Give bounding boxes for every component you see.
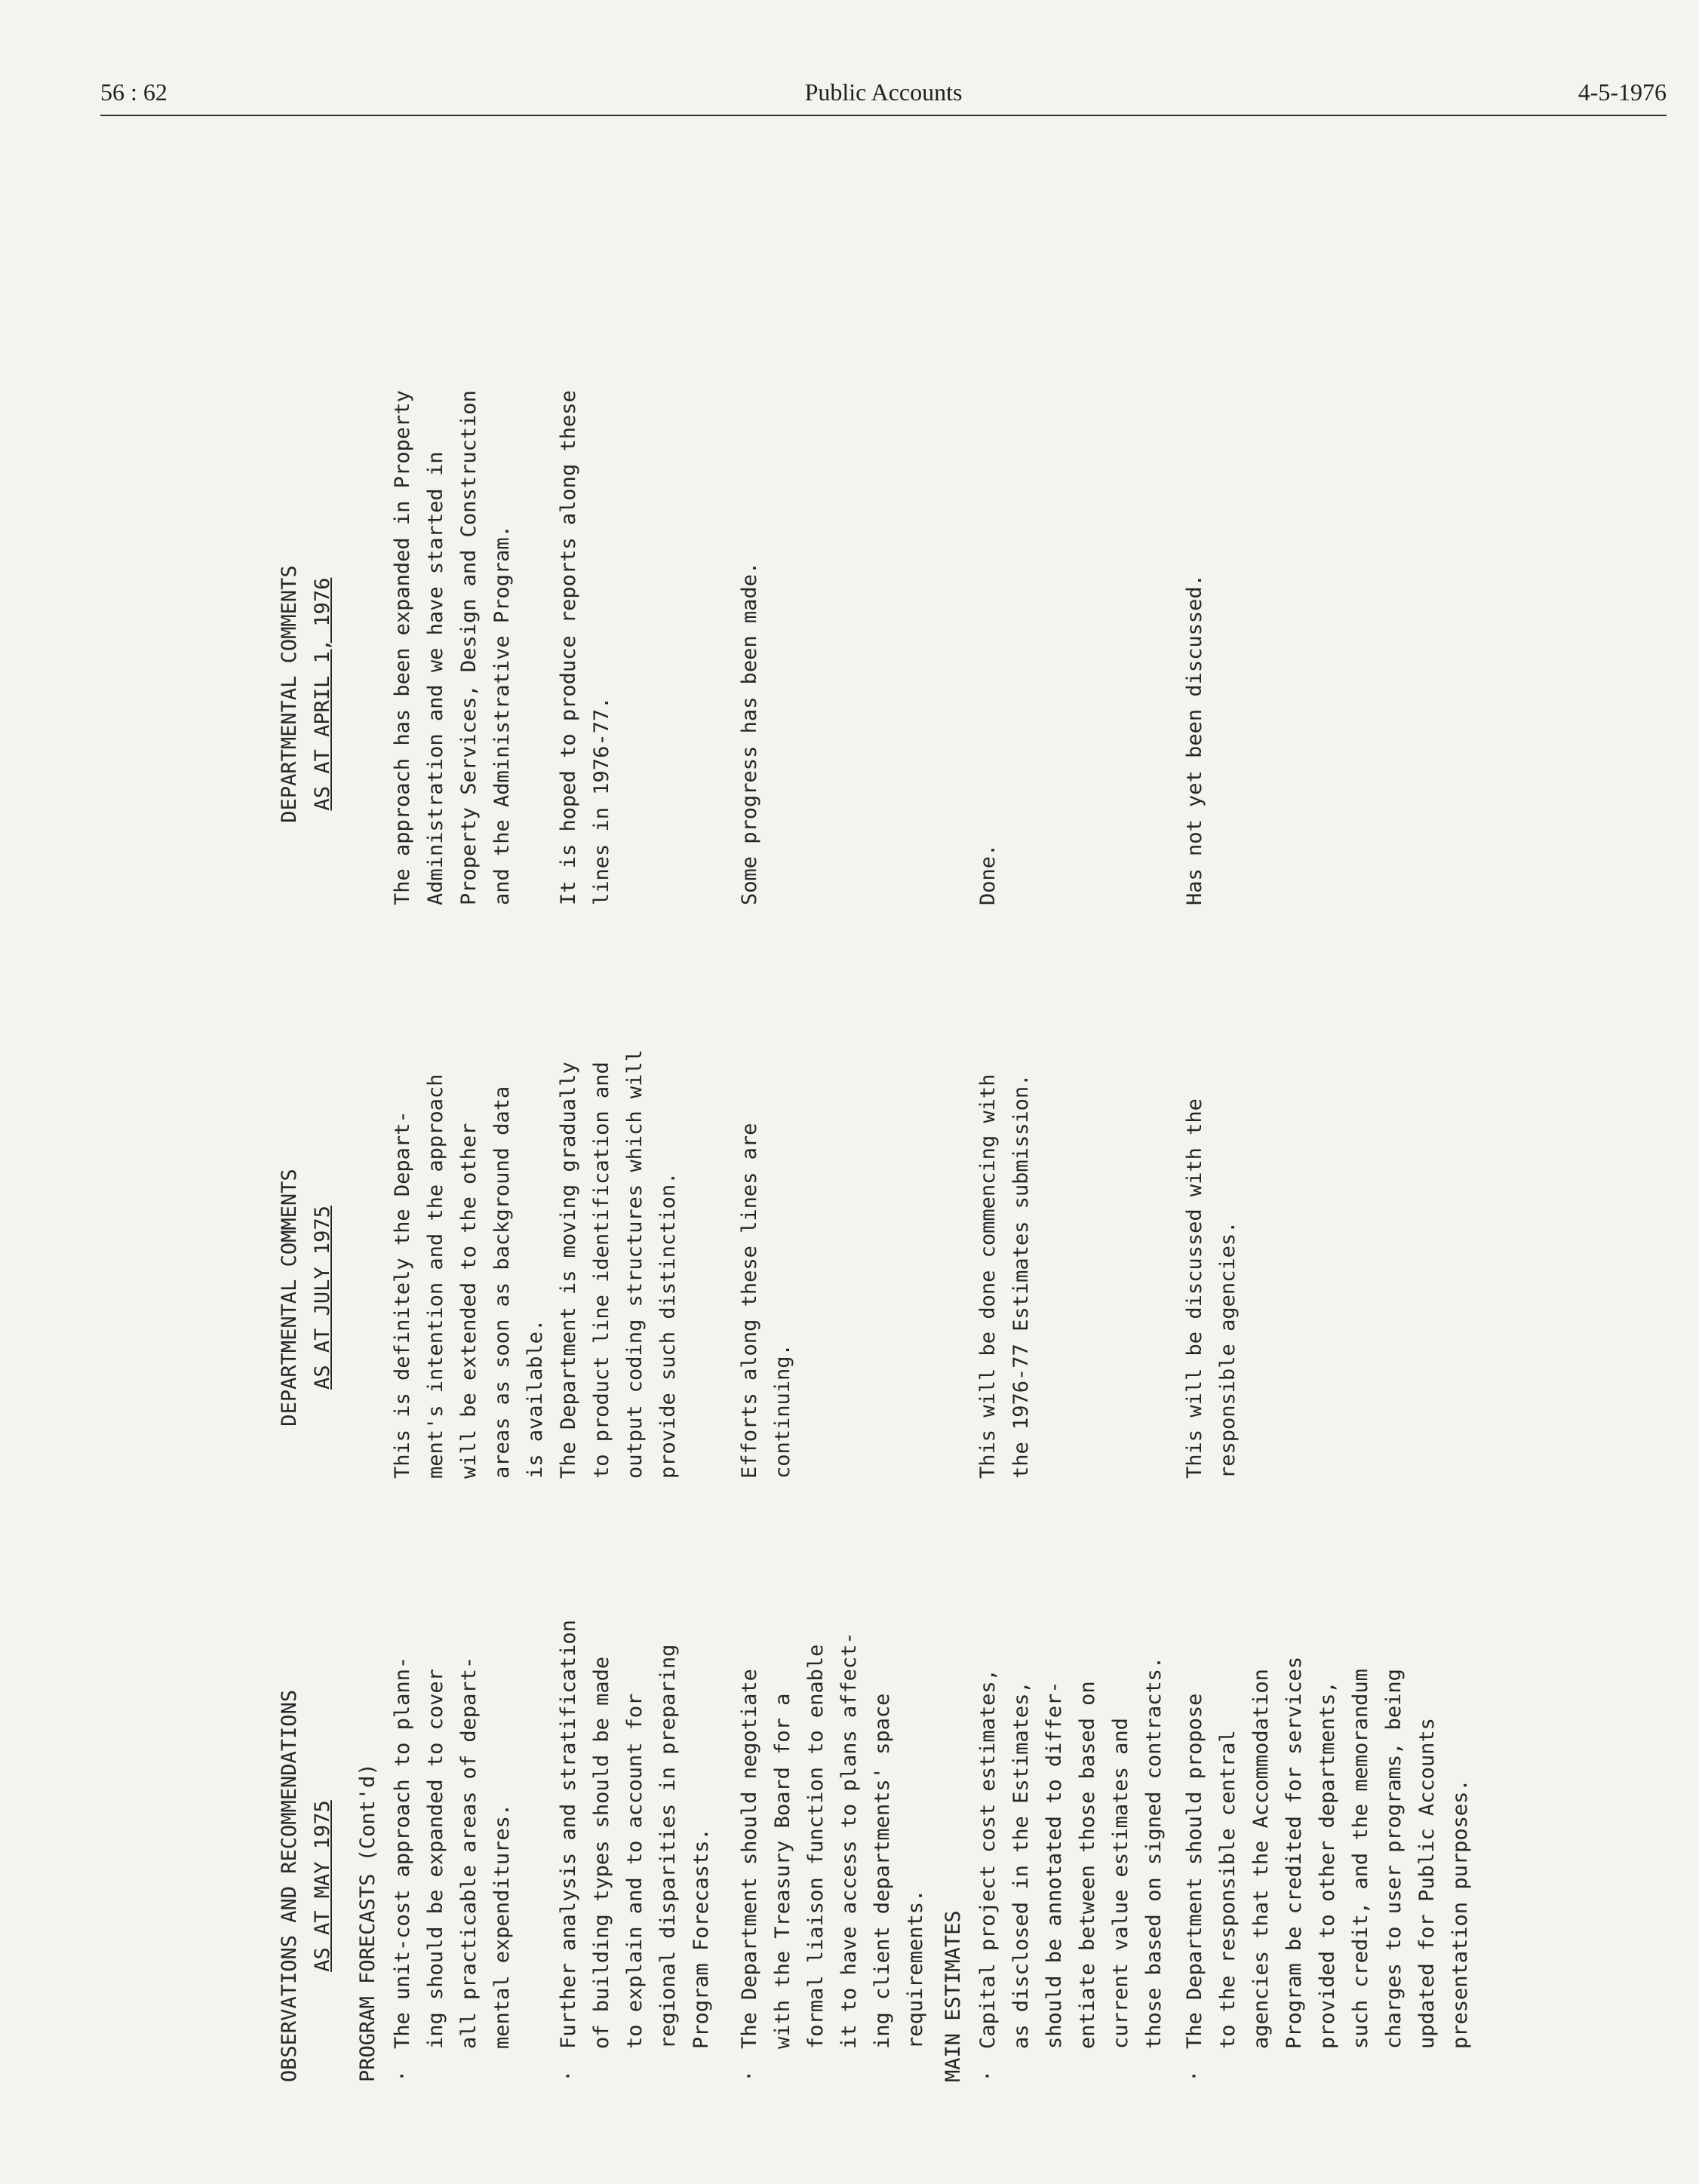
observation-3: · The Department should negotiate with the Treasury Board for a formal liaison function to enable it to have access to plans affect- ing client departments' space requirements. — [738, 1632, 927, 2082]
column-header-april-1976: DEPARTMENTAL COMMENTS AS AT APRIL 1, 1976 — [278, 565, 334, 823]
july-comment-2: The Department is moving gradually to product line identification and output coding structures which will provide such distinction. — [557, 1049, 680, 1479]
rotated-table — [273, 166, 1480, 2082]
april-comment-2: It is hoped to produce reports along these lines in 1976-77. — [557, 390, 613, 905]
section-program-forecasts: PROGRAM FORECASTS (Cont'd) — [356, 1763, 379, 2082]
observation-5: · The Department should propose to the responsible central agencies that the Accommodation Program be credited for services provided to other departments, such credit, and the memorandum charges to user programs, being updated for Public Accounts presentation purposes. — [1183, 1656, 1472, 2082]
page-date: 4-5-1976 — [1578, 78, 1667, 106]
page-reference: 56 : 62 — [100, 78, 167, 106]
observation-1: · The unit-cost approach to plann- ing should be expanded to cover all practicable areas of depart- mental expenditures. — [391, 1656, 514, 2082]
april-comment-3: Some progress has been made. — [738, 561, 761, 905]
page-title: Public Accounts — [804, 78, 963, 106]
page-header — [100, 72, 1667, 116]
april-comment-5: Has not yet been discussed. — [1183, 574, 1206, 905]
column-header-july-1975: DEPARTMENTAL COMMENTS AS AT JULY 1975 — [278, 1169, 334, 1427]
observation-4: · Capital project cost estimates, as disclosed in the Estimates, should be annotated to differ- entiate between those based on current value estimates and those based on signed contracts. — [976, 1656, 1166, 2082]
july-comment-3: Efforts along these lines are continuing. — [738, 1123, 794, 1479]
section-main-estimates: MAIN ESTIMATES — [942, 1910, 965, 2082]
april-comment-4: Done. — [976, 843, 1000, 905]
july-comment-5: This will be discussed with the responsible agencies. — [1183, 1098, 1240, 1479]
column-header-observations: OBSERVATIONS AND RECOMMENDATIONS AS AT MAY 1975 — [278, 1689, 334, 2083]
july-comment-1: This is definitely the Depart- ment's intention and the approach will be extended to the other areas as soon as background data is available. — [391, 1074, 547, 1479]
april-comment-1: The approach has been expanded in Property Administration and we have started in Property Services, Design and Construction and the Administrative Program. — [391, 390, 514, 905]
observation-2: · Further analysis and stratification of building types should be made to explain and to account for regional disparities in preparing Program Forecasts. — [557, 1620, 713, 2082]
july-comment-4: This will be done commencing with the 1976-77 Estimates submission. — [976, 1074, 1033, 1479]
